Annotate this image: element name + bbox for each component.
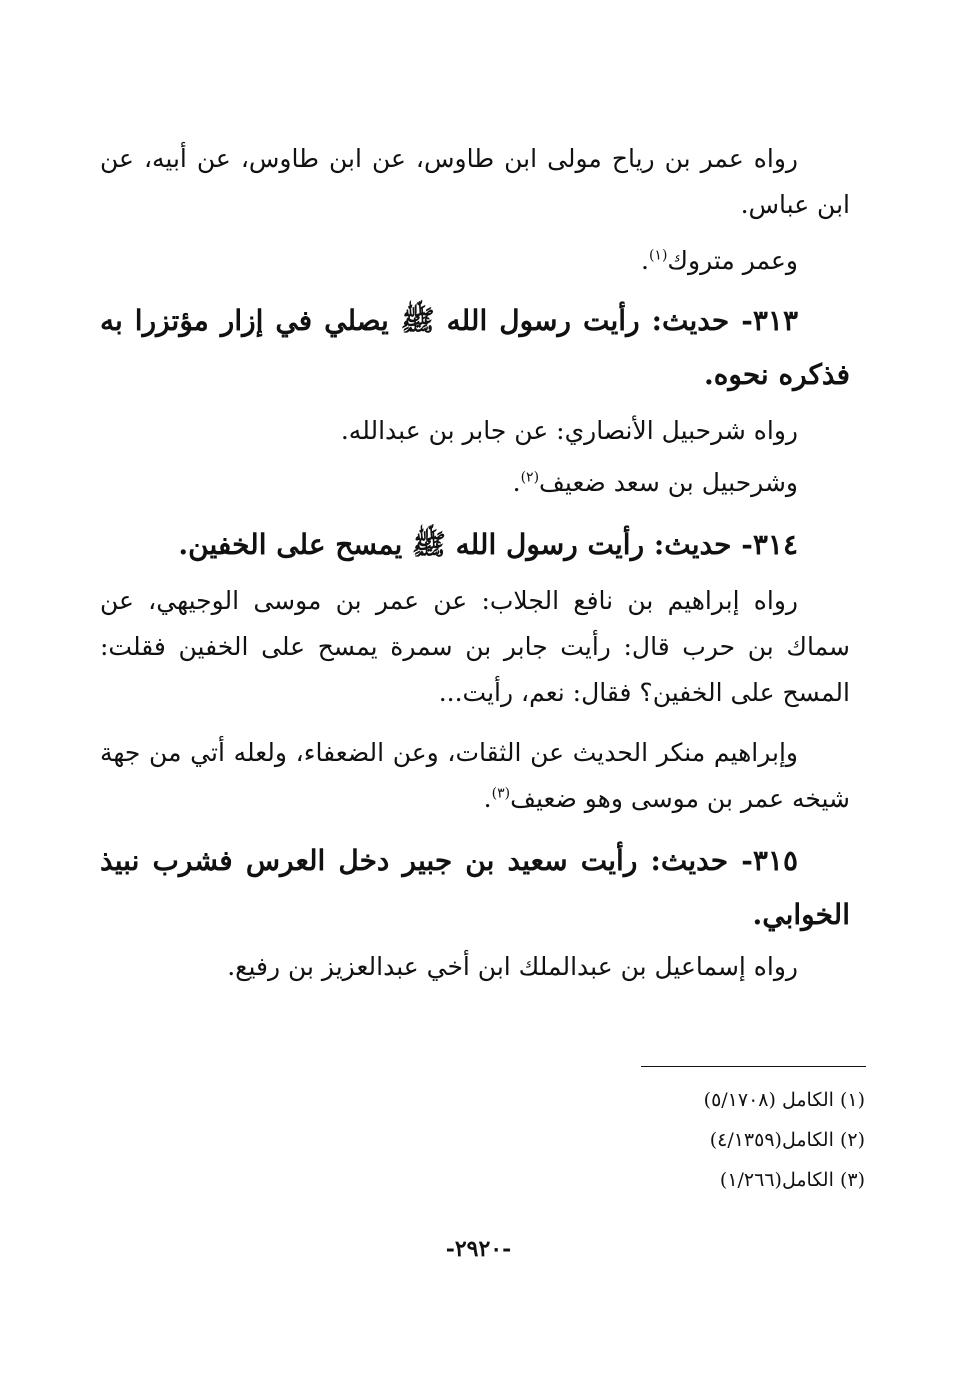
paragraph-text: رواه إبراهيم بن نافع الجلاب: عن عمر بن موسى الوجيهي، عن سماك بن حرب قال: رأيت جابر بن سمرة يمسح على الخفين فقلت: المسح على الخفين؟ فقال: نعم، رأيت... — [100, 586, 850, 707]
footnote-ref: (٢) — [520, 469, 540, 486]
hadith-heading-314 — [100, 518, 850, 572]
hadith-heading-315 — [100, 834, 850, 942]
hadith-heading-313 — [100, 294, 850, 402]
paragraph-text: وشرحبيل بن سعد ضعيف — [539, 468, 798, 497]
paragraph-text: وعمر متروك — [667, 246, 798, 275]
hadith-number: ٣١٥- — [741, 844, 799, 877]
paragraph-end: . — [640, 246, 649, 275]
paragraph-text: رواه شرحبيل الأنصاري: عن جابر بن عبدالله. — [340, 416, 798, 445]
hadith-text: رأيت رسول الله ﷺ يصلي في إزار مؤتزرا به فذكره نحوه. — [100, 304, 850, 391]
footnote-marker: (٢) — [839, 1129, 865, 1151]
footnote-marker: (١) — [839, 1089, 865, 1111]
footnote-text: الكامل(٤/١٣٥٩) — [709, 1129, 834, 1151]
hadith-label: حديث: — [653, 528, 732, 561]
paragraph-end: . — [512, 468, 521, 497]
narration-paragraph — [100, 408, 850, 454]
hadith-label: حديث: — [650, 844, 729, 877]
hadith-number: ٣١٤- — [741, 528, 798, 561]
footnote — [560, 1120, 865, 1160]
narration-paragraph — [100, 136, 850, 228]
footnotes — [560, 1080, 865, 1200]
paragraph-text: رواه عمر بن رياح مولى ابن طاوس، عن ابن طاوس، عن أبيه، عن ابن عباس. — [100, 144, 850, 219]
footnote-ref: (١) — [648, 247, 668, 264]
footnote-marker: (٣) — [839, 1169, 865, 1191]
footnote — [560, 1160, 865, 1200]
hadith-number: ٣١٣- — [741, 304, 798, 337]
footnote — [560, 1080, 865, 1120]
hadith-text: رأيت رسول الله ﷺ يمسح على الخفين. — [178, 528, 645, 561]
footnote-text: الكامل(١/٢٦٦) — [719, 1169, 834, 1191]
footnote-separator — [641, 1066, 866, 1067]
footnote-text: الكامل (٥/١٧٠٨) — [703, 1089, 834, 1111]
paragraph-text: رواه إسماعيل بن عبدالملك ابن أخي عبدالعزيز بن رفيع. — [227, 952, 798, 981]
paragraph-text: وإبراهيم منكر الحديث عن الثقات، وعن الضعفاء، ولعله أتي من جهة شيخه عمر بن موسى وهو ضعيف — [100, 738, 850, 813]
narrator-judgment — [100, 238, 850, 284]
footnote-ref: (٣) — [491, 785, 511, 802]
narrator-judgment — [100, 460, 850, 506]
narration-paragraph — [100, 944, 850, 990]
narrator-judgment — [100, 730, 850, 822]
page-number: -٢٩٢٠- — [445, 1236, 512, 1262]
narration-paragraph — [100, 578, 850, 716]
hadith-text: رأيت سعيد بن جبير دخل العرس فشرب نبيذ الخوابي. — [100, 844, 850, 931]
paragraph-end: . — [483, 784, 492, 813]
hadith-label: حديث: — [651, 304, 730, 337]
